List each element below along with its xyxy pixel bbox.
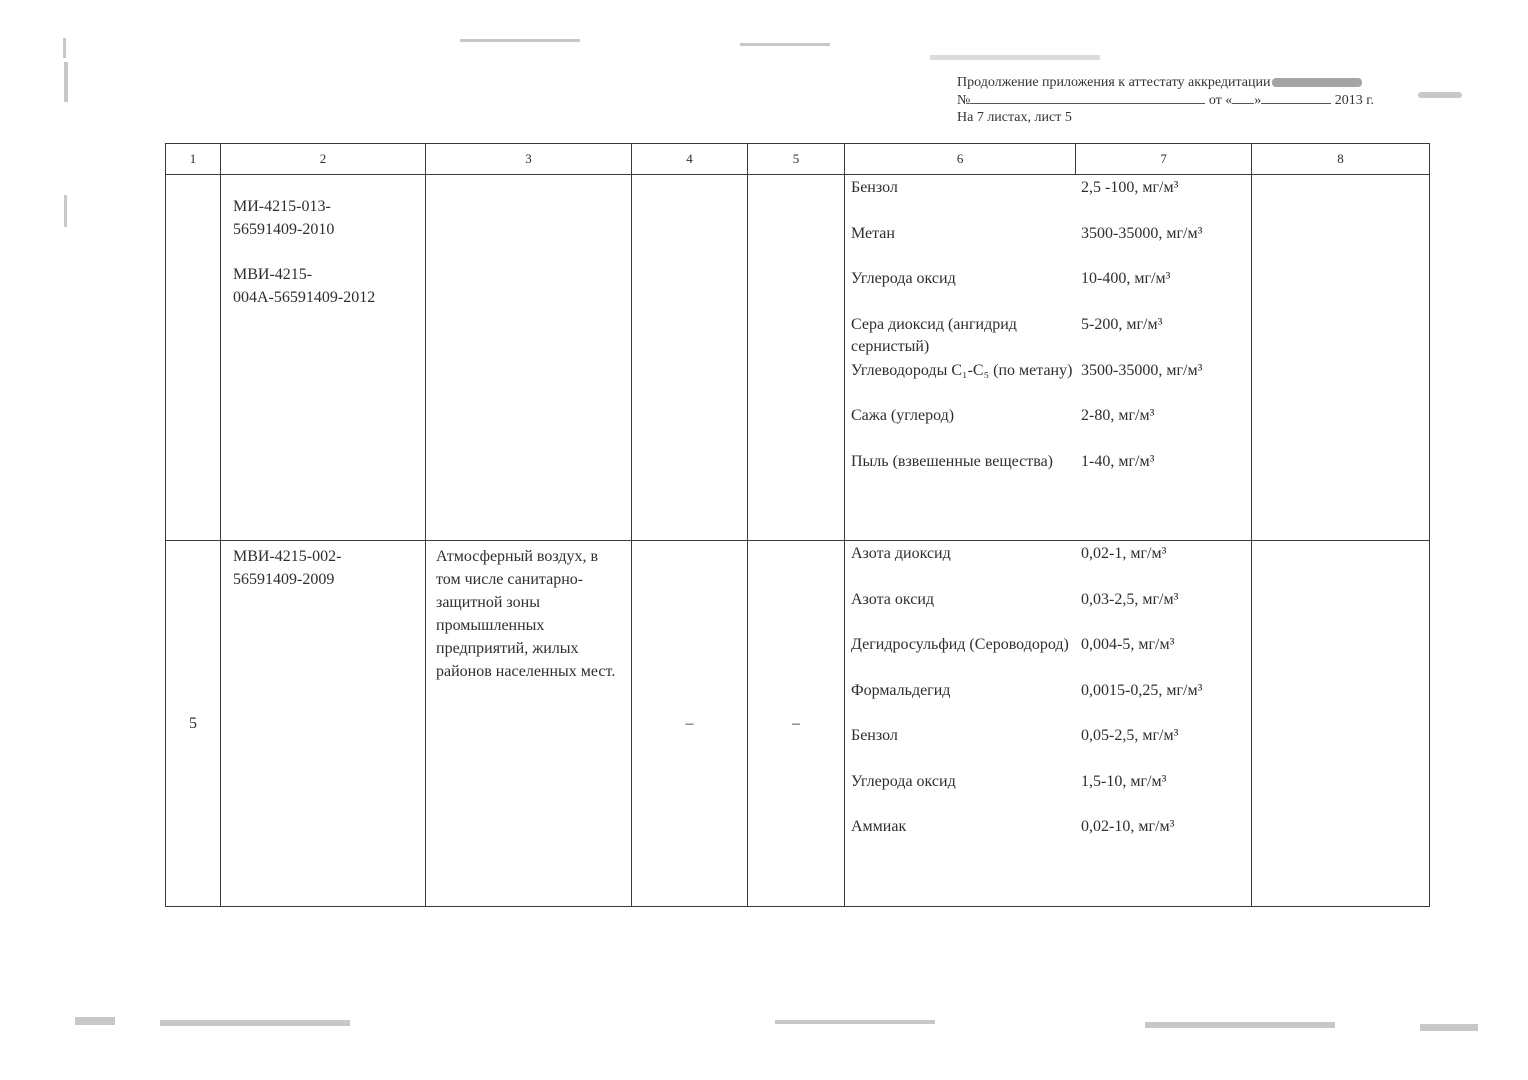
parameter-range: 3500-35000, мг/м³ — [1081, 361, 1203, 379]
parameter-name: Пыль (взвешенные вещества) — [851, 452, 1053, 470]
accreditation-title: Продолжение приложения к аттестату аккредитации — [957, 75, 1271, 90]
parameter-row — [851, 769, 1243, 815]
column-header: 3 — [426, 144, 632, 175]
object-cell — [426, 175, 632, 541]
parameter-range: 0,02-10, мг/м³ — [1081, 818, 1175, 835]
column-header-row — [166, 144, 1430, 175]
column-header: 1 — [166, 144, 221, 175]
method-cell — [221, 175, 426, 541]
parameter-name: Углерода оксид — [851, 772, 956, 790]
scan-mark-top-3 — [930, 55, 1100, 60]
scan-mark-top-1 — [460, 39, 580, 42]
parameter-name: Бензол — [851, 727, 898, 744]
scan-mark-bottom-2 — [160, 1020, 350, 1026]
column-header: 7 — [1076, 144, 1252, 175]
date-month-blank — [1261, 91, 1331, 104]
number-label: № — [957, 93, 971, 108]
parameter-list — [845, 175, 1251, 494]
parameter-name: Формальдегид — [851, 681, 951, 699]
parameter-row — [851, 175, 1243, 221]
col4-cell: – — [632, 541, 748, 907]
object-description: Атмосферный воздух, в том числе санитарно-защитной зоны промышленных предприятий, жилых районов населенных мест. — [436, 548, 616, 680]
header-line-1 — [957, 74, 1427, 91]
parameter-row — [851, 358, 1243, 404]
parameter-row — [851, 403, 1243, 449]
col5-cell: – — [748, 541, 845, 907]
scan-mark-left-2 — [64, 62, 68, 102]
parameter-name: Метан — [851, 224, 895, 242]
parameter-name: Аммиак — [851, 818, 907, 835]
parameter-range: 5-200, мг/м³ — [1081, 315, 1163, 333]
redaction-mark — [1272, 78, 1362, 87]
parameter-row — [851, 266, 1243, 312]
parameter-row — [851, 587, 1243, 633]
parameter-row — [851, 449, 1243, 495]
scan-mark-bottom-3 — [775, 1020, 935, 1024]
number-blank — [970, 91, 1205, 104]
parameter-range: 2,5 -100, мг/м³ — [1081, 179, 1179, 196]
parameter-name: Дегидросульфид (Сероводород) — [851, 636, 1069, 653]
date-day-blank — [1232, 91, 1254, 104]
parameter-row — [851, 312, 1243, 358]
scan-mark-top-2 — [740, 43, 830, 46]
parameter-range: 10-400, мг/м³ — [1081, 270, 1171, 287]
date-quote: » — [1254, 93, 1262, 108]
scan-mark-bottom-5 — [1420, 1024, 1478, 1031]
parameter-range: 0,0015-0,25, мг/м³ — [1081, 681, 1203, 699]
parameter-name: Углерода оксид — [851, 270, 956, 287]
parameter-range: 0,05-2,5, мг/м³ — [1081, 727, 1179, 744]
scan-mark-left-3 — [64, 195, 67, 227]
table-row — [166, 541, 1430, 907]
column-header: 5 — [748, 144, 845, 175]
parameter-range: 0,03-2,5, мг/м³ — [1081, 590, 1179, 608]
parameter-row — [851, 541, 1243, 587]
column-header: 6 — [845, 144, 1076, 175]
parameter-range: 0,02-1, мг/м³ — [1081, 545, 1167, 562]
column-header: 8 — [1252, 144, 1430, 175]
parameter-range: 3500-35000, мг/м³ — [1081, 224, 1203, 242]
scan-mark-bottom-1 — [75, 1017, 115, 1025]
parameter-row — [851, 814, 1243, 860]
parameter-name: Бензол — [851, 179, 898, 196]
scan-mark-left-1 — [63, 38, 66, 58]
col8-cell — [1252, 175, 1430, 541]
sheets-info: На 7 листах, лист 5 — [957, 110, 1072, 125]
parameters-cell — [845, 175, 1252, 541]
parameter-name: Сажа (углерод) — [851, 407, 955, 424]
parameters-cell — [845, 541, 1252, 907]
col5-cell — [748, 175, 845, 541]
parameter-range: 2-80, мг/м³ — [1081, 407, 1155, 424]
parameter-range: 1,5-10, мг/м³ — [1081, 772, 1167, 790]
parameter-row — [851, 221, 1243, 267]
parameter-range: 1-40, мг/м³ — [1081, 452, 1155, 470]
parameter-name: Углеводороды С₁-С₅ (по метану) — [851, 361, 1073, 379]
method-code: МВИ-4215-004А-56591409-2012 — [233, 266, 376, 306]
parameter-name: Азота диоксид — [851, 545, 951, 562]
method-code: МВИ-4215-002-56591409-2009 — [233, 548, 342, 588]
parameter-name: Азота оксид — [851, 590, 935, 608]
parameter-name: Сера диоксид (ангидрид сернистый) — [851, 315, 1017, 355]
method-cell — [221, 541, 426, 907]
header-line-2 — [957, 91, 1427, 109]
parameter-row — [851, 632, 1243, 678]
table-row — [166, 175, 1430, 541]
parameter-list — [845, 541, 1251, 860]
row-number-cell: 5 — [166, 541, 221, 907]
scan-mark-bottom-4 — [1145, 1022, 1335, 1028]
parameter-row — [851, 678, 1243, 724]
accreditation-table — [165, 143, 1430, 907]
parameter-range: 0,004-5, мг/м³ — [1081, 636, 1175, 653]
year-label: 2013 г. — [1334, 93, 1374, 108]
parameter-row — [851, 723, 1243, 769]
object-cell — [426, 541, 632, 907]
page-header — [957, 74, 1427, 126]
col8-cell — [1252, 541, 1430, 907]
column-header: 2 — [221, 144, 426, 175]
row-number-cell — [166, 175, 221, 541]
date-from-label: от « — [1208, 93, 1233, 108]
column-header: 4 — [632, 144, 748, 175]
method-code: МИ-4215-013-56591409-2010 — [233, 198, 335, 238]
col4-cell — [632, 175, 748, 541]
